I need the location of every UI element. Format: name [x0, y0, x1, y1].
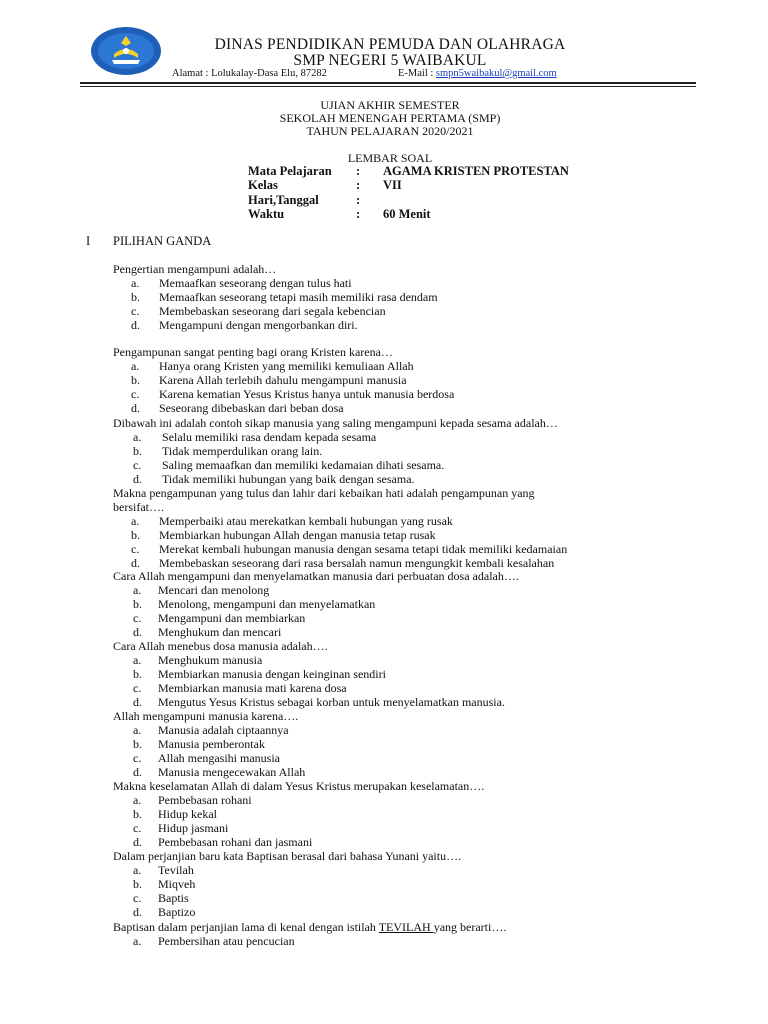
option-text: Baptis	[158, 890, 189, 905]
option-text: Memaafkan seseorang tetapi masih memiliki rasa dendam	[159, 289, 438, 304]
question-text-part: yang berarti….	[433, 920, 507, 934]
option-text: Memaafkan seseorang dengan tulus hati	[159, 275, 352, 290]
option-text: Mengampuni dan membiarkan	[158, 610, 306, 625]
option-text: Tidak memiliki hubungan yang baik dengan sesama.	[162, 471, 415, 486]
header-rule-thin	[80, 86, 696, 87]
option-label: a.	[131, 513, 140, 528]
option-text: Membiarkan manusia mati karena dosa	[158, 680, 347, 695]
address-text: Alamat : Lolukalay-Dasa Elu, 87282	[172, 68, 327, 79]
option-label: a.	[133, 933, 142, 948]
option-label: d.	[131, 400, 140, 415]
option-text: Memperbaiki atau merekatkan kembali hubungan yang rusak	[159, 513, 453, 528]
meta-colon: :	[356, 178, 361, 193]
option-text: Hidup jasmani	[158, 820, 229, 835]
meta-colon: :	[356, 192, 361, 207]
question-text: Dibawah ini adalah contoh sikap manusia yang saling mengampuni kepada sesama adalah…	[113, 416, 558, 430]
question-text: Makna keselamatan Allah di dalam Yesus Kristus merupakan keselamatan….	[113, 779, 485, 793]
option-label: a.	[133, 582, 142, 597]
option-label: c.	[131, 303, 140, 318]
option-text: Membiarkan hubungan Allah dengan manusia tetap rusak	[159, 527, 436, 542]
option-text: Membebaskan seseorang dari rasa bersalah namun mengungkit kembali kesalahan	[159, 555, 555, 570]
option-text: Manusia pemberontak	[158, 736, 265, 751]
option-label: a.	[131, 275, 140, 290]
option-label: b.	[133, 736, 142, 751]
option-label: a.	[131, 358, 140, 373]
option-label: b.	[133, 443, 142, 458]
agency-title: DINAS PENDIDIKAN PEMUDA DAN OLAHRAGA	[214, 36, 566, 53]
option-text: Hanya orang Kristen yang memiliki kemuliaan Allah	[159, 358, 414, 373]
option-label: b.	[131, 527, 140, 542]
email-block	[398, 68, 557, 79]
option-text: Pembebasan rohani dan jasmani	[158, 834, 313, 849]
option-label: c.	[131, 541, 140, 556]
option-text: Hidup kekal	[158, 806, 217, 821]
option-label: b.	[133, 806, 142, 821]
sheet-title: LEMBAR SOAL	[347, 151, 433, 165]
option-label: a.	[133, 429, 142, 444]
option-text: Baptizo	[158, 904, 196, 919]
question-text: Pengampunan sangat penting bagi orang Kristen karena…	[113, 345, 393, 359]
meta-key: Kelas	[248, 178, 278, 193]
option-text: Miqveh	[158, 876, 196, 891]
option-label: c.	[133, 820, 142, 835]
meta-key: Hari,Tanggal	[248, 192, 319, 207]
option-label: c.	[133, 610, 142, 625]
option-text: Tidak memperdulikan orang lain.	[162, 443, 323, 458]
option-label: b.	[131, 372, 140, 387]
option-text: Membebaskan seseorang dari segala kebencian	[159, 303, 386, 318]
option-label: d.	[131, 317, 140, 332]
option-text: Menghukum dan mencari	[158, 624, 282, 639]
option-text: Mengampuni dengan mengorbankan diri.	[159, 317, 358, 332]
meta-key: Waktu	[248, 206, 285, 221]
option-label: d.	[133, 834, 142, 849]
meta-colon: :	[356, 164, 361, 178]
option-label: d.	[133, 471, 142, 486]
question-text: Dalam perjanjian baru kata Baptisan berasal dari bahasa Yunani yaitu….	[113, 849, 462, 863]
exam-title: UJIAN AKHIR SEMESTER	[320, 98, 460, 112]
question-text-part: Baptisan dalam perjanjian lama di kenal dengan istilah	[113, 920, 379, 934]
option-text: Seseorang dibebaskan dari beban dosa	[159, 400, 344, 415]
option-label: a.	[133, 722, 142, 737]
option-label: d.	[133, 764, 142, 779]
option-text: Manusia mengecewakan Allah	[158, 764, 306, 779]
question-text: Cara Allah menebus dosa manusia adalah….	[113, 639, 328, 653]
header-rule-thick	[80, 82, 696, 84]
option-text: Pembersihan atau pencucian	[158, 933, 295, 948]
option-label: b.	[131, 289, 140, 304]
option-text: Manusia adalah ciptaannya	[158, 722, 289, 737]
option-label: d.	[133, 904, 142, 919]
meta-value: AGAMA KRISTEN PROTESTAN	[383, 164, 569, 178]
option-label: d.	[131, 555, 140, 570]
option-label: c.	[131, 386, 140, 401]
option-label: b.	[133, 596, 142, 611]
option-label: d.	[133, 624, 142, 639]
option-text: Karena kematian Yesus Kristus hanya untuk manusia berdosa	[159, 386, 455, 401]
option-text: Mengutus Yesus Kristus sebagai korban untuk menyelamatkan manusia.	[158, 694, 505, 709]
option-text: Saling memaafkan dan memiliki kedamaian dihati sesama.	[162, 457, 445, 472]
question-text: Cara Allah mengampuni dan menyelamatkan manusia dari perbuatan dosa adalah….	[113, 569, 519, 583]
question-text: Pengertian mengampuni adalah…	[113, 262, 277, 276]
question-text	[113, 921, 506, 934]
option-text: Selalu memiliki rasa dendam kepada sesama	[162, 429, 377, 444]
email-label: E-Mail :	[398, 68, 436, 79]
option-label: b.	[133, 876, 142, 891]
academic-year: TAHUN PELAJARAN 2020/2021	[306, 124, 474, 138]
option-label: c.	[133, 750, 142, 765]
question-term-underlined: TEVILAH	[378, 920, 434, 934]
option-text: Menghukum manusia	[158, 652, 263, 667]
option-label: a.	[133, 652, 142, 667]
meta-colon: :	[356, 206, 361, 221]
section-number: I	[86, 234, 91, 248]
option-text: Allah mengasihi manusia	[158, 750, 280, 765]
option-label: c.	[133, 680, 142, 695]
option-text: Membiarkan manusia dengan keinginan sendiri	[158, 666, 386, 681]
school-level: SEKOLAH MENENGAH PERTAMA (SMP)	[279, 111, 501, 125]
meta-key: Mata Pelajaran	[248, 164, 332, 178]
meta-value: VII	[383, 178, 402, 193]
question-text: Makna pengampunan yang tulus dan lahir dari kebaikan hati adalah pengampunan yang	[113, 486, 535, 500]
option-text: Tevilah	[158, 862, 194, 877]
email-link[interactable]: smpn5waibakul@gmail.com	[435, 68, 557, 79]
option-label: d.	[133, 694, 142, 709]
option-label: c.	[133, 890, 142, 905]
question-text: bersifat….	[113, 499, 164, 514]
option-label: c.	[133, 457, 142, 472]
option-label: b.	[133, 666, 142, 681]
school-name: SMP NEGERI 5 WAIBAKUL	[293, 52, 487, 69]
option-label: a.	[133, 862, 142, 877]
option-label: a.	[133, 792, 142, 807]
section-title: PILIHAN GANDA	[113, 234, 212, 248]
option-text: Merekat kembali hubungan manusia dengan sesama tetapi tidak memiliki kedamaian	[159, 541, 568, 556]
option-text: Mencari dan menolong	[158, 582, 270, 597]
option-text: Karena Allah terlebih dahulu mengampuni manusia	[159, 372, 407, 387]
address-line	[172, 68, 557, 79]
option-text: Menolong, mengampuni dan menyelamatkan	[158, 596, 376, 611]
meta-value: 60 Menit	[383, 206, 431, 221]
question-text: Allah mengampuni manusia karena….	[113, 709, 299, 723]
option-text: Pembebasan rohani	[158, 792, 252, 807]
